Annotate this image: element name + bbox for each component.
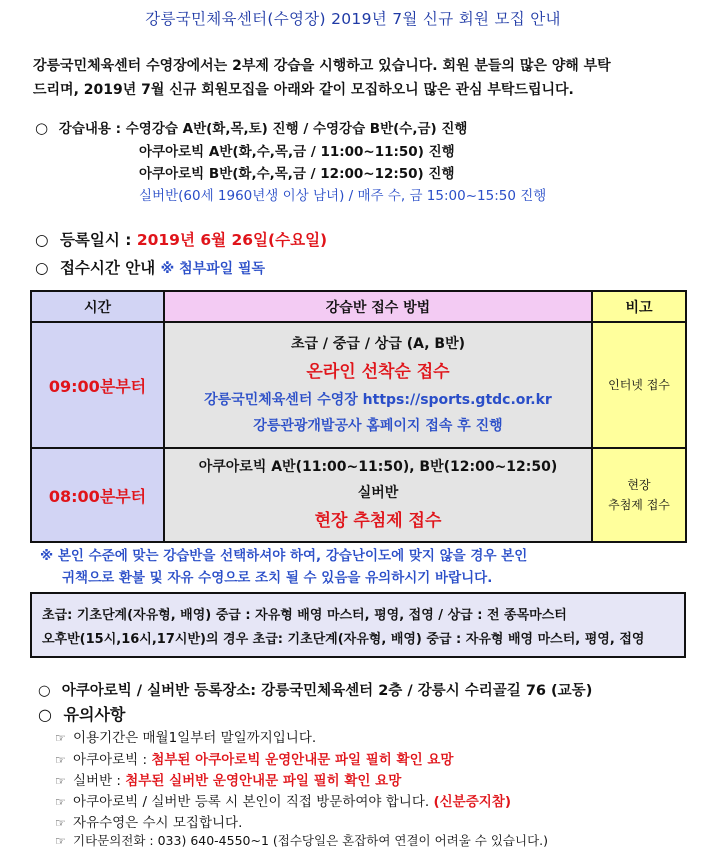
list-item: ☞ 기타문의전화 : 033) 640-4550~1 (접수당일은 혼잡하여 연결이 어려울 수 있습니다.): [55, 833, 548, 848]
circle-bullet-icon: ○: [35, 259, 49, 277]
table-row: [31, 322, 686, 448]
note-line: 현장: [627, 478, 651, 492]
method-line: 실버반: [357, 485, 399, 501]
pointing-hand-icon: ☞: [55, 816, 66, 830]
list-item: ☞ 실버반 : 첨부된 실버반 운영안내문 파일 필히 확인 요망: [55, 773, 402, 789]
row-note: [592, 448, 686, 542]
method-line: 초급 / 중급 / 상급 (A, B반): [290, 336, 466, 352]
course-line-4: 실버반(60세 1960년생 이상 남녀) / 매주 수, 금 15:00~15:50 진행: [139, 188, 547, 204]
course-line-3: 아쿠아로빅 B반(화,수,목,금 / 12:00~12:50) 진행: [139, 166, 455, 182]
method-highlight: 현장 추첨제 접수: [314, 511, 442, 531]
warning-line-2: 귀책으로 환불 및 자유 수영으로 조치 될 수 있음을 유의하시기 바랍니다.: [62, 570, 493, 586]
course-info: [35, 117, 467, 137]
table-row: [31, 448, 686, 542]
pointing-hand-icon: ☞: [55, 753, 66, 767]
pointing-hand-icon: ☞: [55, 834, 66, 848]
method-link[interactable]: 강릉국민체육센터 수영장 https://sports.gtdc.or.kr: [204, 392, 552, 408]
circle-bullet-icon: ○: [35, 231, 49, 249]
course-line-1: 강습내용 : 수영강습 A반(화,목,토) 진행 / 수영강습 B반(수,금) 진행: [58, 121, 468, 137]
row-time: 08:00분부터: [31, 448, 164, 542]
registration-place: [38, 679, 592, 700]
note-line: 인터넷 접수: [608, 378, 670, 392]
row-time: 09:00분부터: [31, 322, 164, 448]
level-line-1: 초급: 기초단계(자유형, 배영) 중급 : 자유형 배영 마스터, 평영, 접영 / 상급 : 전 종목마스터: [42, 608, 567, 623]
circle-bullet-icon: ○: [38, 683, 51, 699]
notices-title: [38, 702, 125, 725]
intro-line-1: 강릉국민체육센터 수영장에서는 2부제 강습을 시행하고 있습니다. 회원 분들의 많은 양해 부탁: [33, 58, 611, 74]
method-line: 강릉관광개발공사 홈페이지 접속 후 진행: [253, 418, 503, 434]
pointing-hand-icon: ☞: [55, 731, 66, 745]
list-item: ☞ 이용기간은 매월1일부터 말일까지입니다.: [55, 730, 317, 746]
page-title: 강릉국민체육센터(수영장) 2019년 7월 신규 회원 모집 안내: [145, 10, 561, 28]
list-item: ☞ 아쿠아로빅 / 실버반 등록 시 본인이 직접 방문하여야 합니다. (신분증지참): [55, 794, 511, 810]
notices-title-text: 유의사항: [63, 705, 126, 724]
method-line: 아쿠아로빅 A반(11:00~11:50), B반(12:00~12:50): [198, 459, 558, 475]
reception-label: 접수시간 안내: [59, 259, 161, 277]
warning-line-1: ※ 본인 수준에 맞는 강습반을 선택하셔야 하여, 강습난이도에 맞지 않을 경우 본인: [40, 548, 528, 564]
registration-label: 등록일시 :: [59, 231, 137, 249]
pointing-hand-icon: ☞: [55, 774, 66, 788]
row-method: [164, 322, 592, 448]
registration-date: [35, 228, 327, 250]
row-method: [164, 448, 592, 542]
method-highlight: 온라인 선착순 접수: [306, 362, 450, 382]
reception-note: ※ 첨부파일 필독: [160, 261, 266, 277]
row-note: [592, 322, 686, 448]
circle-bullet-icon: ○: [38, 705, 52, 724]
level-info-box: [30, 592, 686, 658]
list-item: ☞ 아쿠아로빅 : 첨부된 아쿠아로빅 운영안내문 파일 필히 확인 요망: [55, 752, 454, 768]
pointing-hand-icon: ☞: [55, 795, 66, 809]
reception-info: [35, 256, 265, 278]
list-item: ☞ 자유수영은 수시 모집합니다.: [55, 815, 243, 831]
header-method: 강습반 접수 방법: [164, 291, 592, 322]
circle-bullet-icon: ○: [35, 119, 49, 137]
reception-table: [30, 290, 687, 543]
header-note: 비고: [592, 291, 686, 322]
intro-line-2: 드리며, 2019년 7월 신규 회원모집을 아래와 같이 모집하오니 많은 관심 부탁드립니다.: [33, 82, 574, 98]
level-line-2: 오후반(15시,16시,17시반)의 경우 초급: 기초단계(자유형, 배영) 중급 : 자유형 배영 마스터, 평영, 접영: [42, 632, 645, 647]
table-header-row: [31, 291, 686, 322]
header-time: 시간: [31, 291, 164, 322]
note-line: 추첨제 접수: [608, 498, 670, 512]
place-text: 아쿠아로빅 / 실버반 등록장소: 강릉국민체육센터 2층 / 강릉시 수리골길 76 (교동): [61, 683, 593, 699]
registration-date-value: 2019년 6월 26일(수요일): [136, 231, 328, 249]
course-line-2: 아쿠아로빅 A반(화,수,목,금 / 11:00~11:50) 진행: [139, 144, 455, 160]
